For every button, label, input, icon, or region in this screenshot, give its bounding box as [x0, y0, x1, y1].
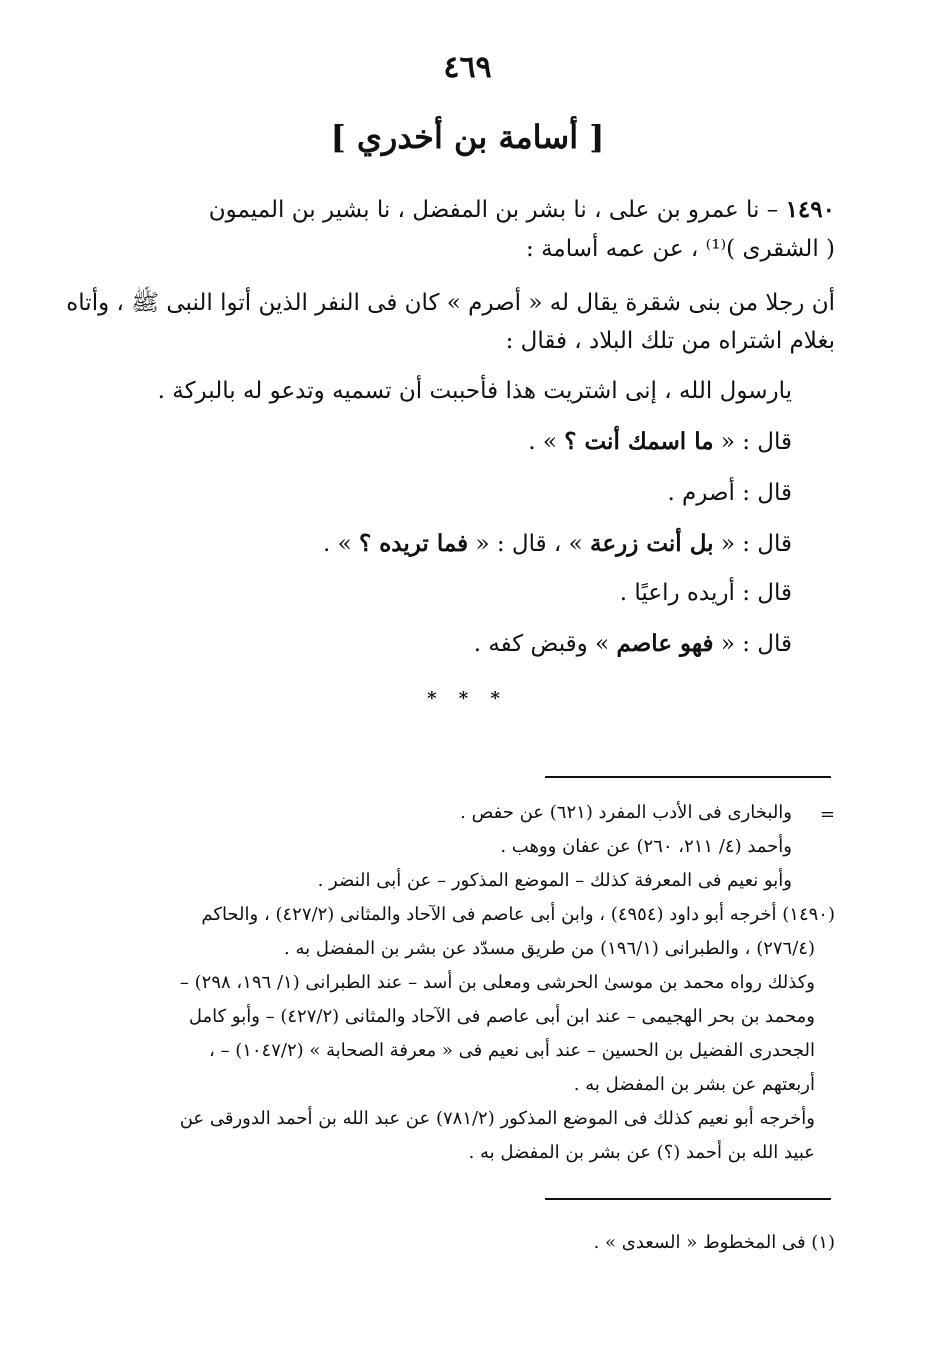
dialogue-quote: ما اسمك أنت ؟: [564, 428, 714, 455]
hadith-body-line-2: بغلام اشتراه من تلك البلاد ، فقال :: [505, 328, 835, 354]
dialogue-text: » ، قال : «: [468, 531, 591, 557]
dialogue-line: [474, 630, 792, 657]
dialogue-line: قال : أصرم .: [667, 480, 792, 506]
hadith-isnad-line-2: ( الشقرى )⁽¹⁾ ، عن عمه أسامة :: [526, 236, 835, 262]
dialogue-text: قال : «: [713, 631, 792, 657]
dialogue-quote: فما تريده ؟: [359, 530, 469, 557]
footnote-rule-top: [545, 776, 831, 778]
dialogue-quote: فهو عاصم: [616, 630, 714, 657]
dialogue-quote: بل أنت زرعة: [590, 530, 714, 557]
page-number: ٤٦٩: [443, 50, 492, 85]
dialogue-text: » .: [322, 531, 359, 557]
footnote-line: عبيد الله بن أحمد (؟) عن بشر بن المفضل به .: [468, 1142, 815, 1163]
footnote-line: (١٤٩٠) أخرجه أبو داود (٤٩٥٤) ، وابن أبى عاصم فى الآحاد والمثانى (٤٢٧/٢) ، والحاكم: [201, 904, 835, 925]
continuation-marker: =: [819, 804, 835, 825]
dialogue-line: قال : أريده راعيًا .: [619, 580, 792, 606]
dialogue-line: [323, 530, 792, 557]
footnote-line: وأحمد (٤/ ٢١١، ٢٦٠) عن عفان ووهب .: [500, 836, 792, 857]
dialogue-text: قال : «: [713, 429, 792, 455]
hadith-isnad-line-1: [209, 196, 835, 223]
dialogue-text: » وقبض كفه .: [473, 631, 617, 657]
dialogue-line: [528, 428, 792, 455]
chapter-title: [ أسامة بن أخدري ]: [330, 118, 605, 156]
footnote-line: (٢٧٦/٤) ، والطبرانى (١٩٦/١) من طريق مسدّد عن بشر بن المفضل به .: [284, 938, 815, 959]
footnote-line: وأبو نعيم فى المعرفة كذلك – الموضع المذكور – عن أبى النضر .: [317, 870, 792, 891]
section-separator: * * *: [427, 688, 508, 709]
footnote-line: وأخرجه أبو نعيم كذلك فى الموضع المذكور (٧٨١/٢) عن عبد الله بن أحمد الدورقى عن: [179, 1108, 815, 1129]
dialogue-text: قال : «: [713, 531, 792, 557]
dialogue-line: يارسول الله ، إنى اشتريت هذا فأحببت أن تسميه وتدعو له بالبركة .: [157, 378, 792, 404]
hadith-body-line-1: أن رجلا من بنى شقرة يقال له « أصرم » كان فى النفر الذين أتوا النبى ﷺ ، وأتاه: [66, 290, 835, 316]
footnote-line: ومحمد بن بحر الهجيمى – عند ابن أبى عاصم فى الآحاد والمثانى (٤٢٧/٢) – وأبو كامل: [188, 1006, 815, 1027]
footnote-rule-bottom: [545, 1198, 831, 1200]
footnote-line: الجحدرى الفضيل بن الحسين – عند أبى نعيم فى « معرفة الصحابة » (١٠٤٧/٢) – ،: [208, 1040, 815, 1061]
footnote-line: والبخارى فى الأدب المفرد (٦٢١) عن حفص .: [460, 802, 792, 823]
isnad-text-1: – نا عمرو بن على ، نا بشر بن المفضل ، نا بشير بن الميمون: [208, 197, 786, 223]
hadith-number: ١٤٩٠: [785, 196, 835, 223]
footnote-line: وكذلك رواه محمد بن موسىٰ الحرشى ومعلى بن أسد – عند الطبرانى (١/ ١٩٦، ٢٩٨) –: [179, 972, 815, 993]
dialogue-text: » .: [528, 429, 565, 455]
footnote-line: أربعتهم عن بشر بن المفضل به .: [573, 1074, 815, 1095]
footnote-1: (١) فى المخطوط « السعدى » .: [593, 1232, 835, 1253]
